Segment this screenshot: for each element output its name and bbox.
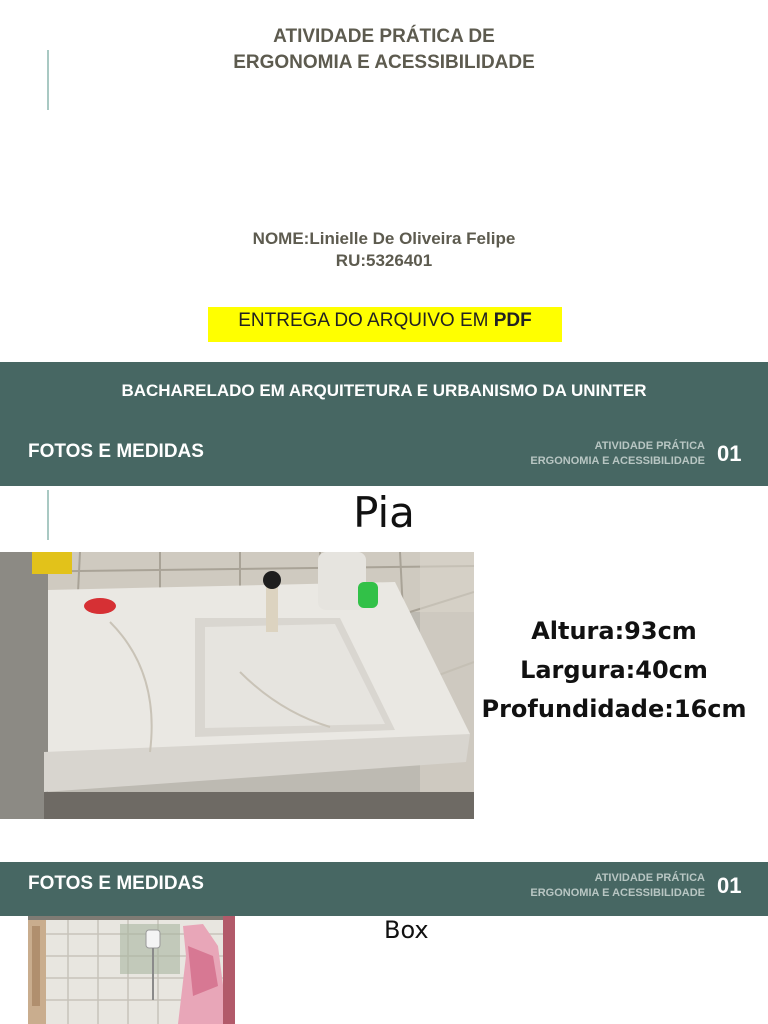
activity-label [530, 439, 705, 469]
pdf-notice [208, 307, 562, 342]
activity-label-line-1: ATIVIDADE PRÁTICA [594, 440, 705, 452]
student-info [0, 228, 768, 272]
measurements [474, 612, 754, 729]
measurement-depth: Profundidade:16cm [481, 695, 747, 723]
section-title: FOTOS E MEDIDAS [28, 873, 204, 894]
measurement-width: Largura:40cm [520, 656, 708, 684]
student-name: NOME:Linielle De Oliveira Felipe [252, 229, 516, 248]
activity-label-line-2: ERGONOMIA E ACESSIBILIDADE [530, 455, 705, 467]
sink-photo [0, 552, 474, 819]
pdf-notice-bold: PDF [493, 310, 532, 331]
box-photo [28, 916, 235, 1024]
pdf-notice-text: ENTREGA DO ARQUIVO EM [238, 310, 494, 331]
activity-label-line-1: ATIVIDADE PRÁTICA [594, 872, 705, 884]
page-number: 01 [717, 873, 742, 898]
course-banner-text: BACHARELADO EM ARQUITETURA E URBANISMO DA UNINTER [121, 381, 647, 400]
title-line-1: ATIVIDADE PRÁTICA DE [273, 26, 495, 47]
activity-label-line-2: ERGONOMIA E ACESSIBILIDADE [530, 887, 705, 899]
document-title [0, 24, 768, 76]
course-banner [0, 362, 768, 486]
section-title: FOTOS E MEDIDAS [28, 441, 204, 462]
student-ru: RU:5326401 [335, 251, 433, 270]
page-heading: Pia [353, 488, 415, 537]
title-line-2: ERGONOMIA E ACESSIBILIDADE [233, 52, 535, 73]
page-heading: Box [384, 916, 429, 944]
page-number: 01 [717, 441, 742, 466]
activity-label [530, 871, 705, 901]
measurement-height: Altura:93cm [531, 617, 697, 645]
section-header [0, 862, 768, 916]
